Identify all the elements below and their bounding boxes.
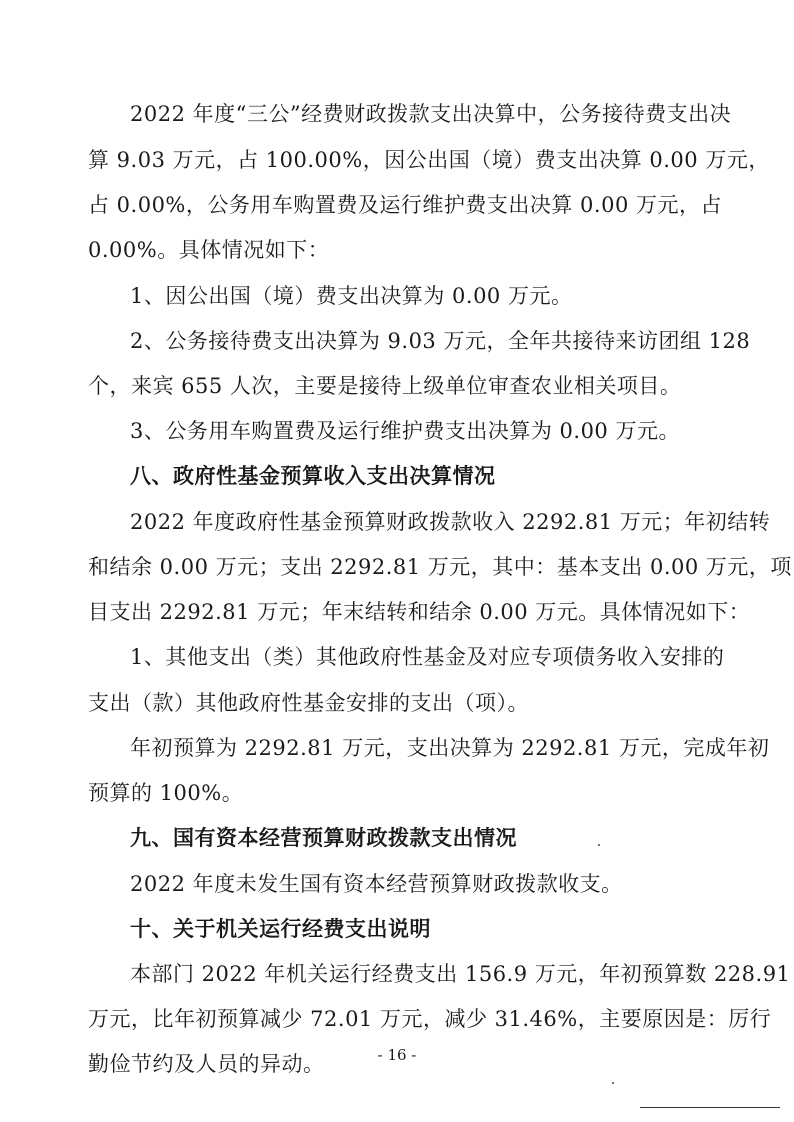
text-line: 1、其他支出（类）其他政府性基金及对应专项债务收入安排的 — [130, 645, 725, 669]
text-line: 预算的 100%。 — [88, 781, 244, 805]
page-number: - 16 - — [377, 1046, 417, 1064]
section-heading-9: 九、国有资本经营预算财政拨款支出情况 — [130, 826, 517, 850]
text-line: 目支出 2292.81 万元；年末结转和结余 0.00 万元。具体情况如下： — [88, 600, 751, 624]
text-line: 2022 年度政府性基金预算财政拨款收入 2292.81 万元；年初结转 — [130, 510, 771, 534]
text-line: 3、公务用车购置费及运行维护费支出决算为 0.00 万元。 — [130, 419, 680, 443]
scan-speck — [598, 844, 600, 846]
text-line: 1、因公出国（境）费支出决算为 0.00 万元。 — [130, 284, 573, 308]
scan-speck — [612, 1082, 614, 1084]
text-line: 万元，比年初预算减少 72.01 万元，减少 31.46%，主要原因是：厉行 — [88, 1007, 772, 1031]
section-heading-10: 十、关于机关运行经费支出说明 — [130, 917, 431, 941]
text-line: 支出（款）其他政府性基金安排的支出（项）。 — [88, 691, 529, 715]
footer-rule — [640, 1107, 780, 1108]
text-line: 2、公务接待费支出决算为 9.03 万元，全年共接待来访团组 128 — [130, 329, 751, 353]
text-line: 本部门 2022 年机关运行经费支出 156.9 万元，年初预算数 228.91 — [130, 962, 791, 986]
text-line: 年初预算为 2292.81 万元，支出决算为 2292.81 万元，完成年初 — [130, 736, 770, 760]
text-line: 2022 年度未发生国有资本经营预算财政拨款收支。 — [130, 872, 623, 896]
section-heading-8: 八、政府性基金预算收入支出决算情况 — [130, 464, 496, 488]
text-line: 勤俭节约及人员的异动。 — [88, 1052, 325, 1076]
text-line: 算 9.03 万元，占 100.00%，因公出国（境）费支出决算 0.00 万元， — [88, 148, 770, 172]
text-line: 占 0.00%，公务用车购置费及运行维护费支出决算 0.00 万元，占 — [88, 193, 722, 217]
text-line: 个，来宾 655 人次，主要是接待上级单位审查农业相关项目。 — [88, 374, 682, 398]
text-line: 0.00%。具体情况如下： — [88, 238, 330, 262]
text-line: 和结余 0.00 万元；支出 2292.81 万元，其中：基本支出 0.00 万元，项 — [88, 555, 792, 579]
text-line: 2022 年度“三公”经费财政拨款支出决算中，公务接待费支出决 — [130, 102, 732, 126]
